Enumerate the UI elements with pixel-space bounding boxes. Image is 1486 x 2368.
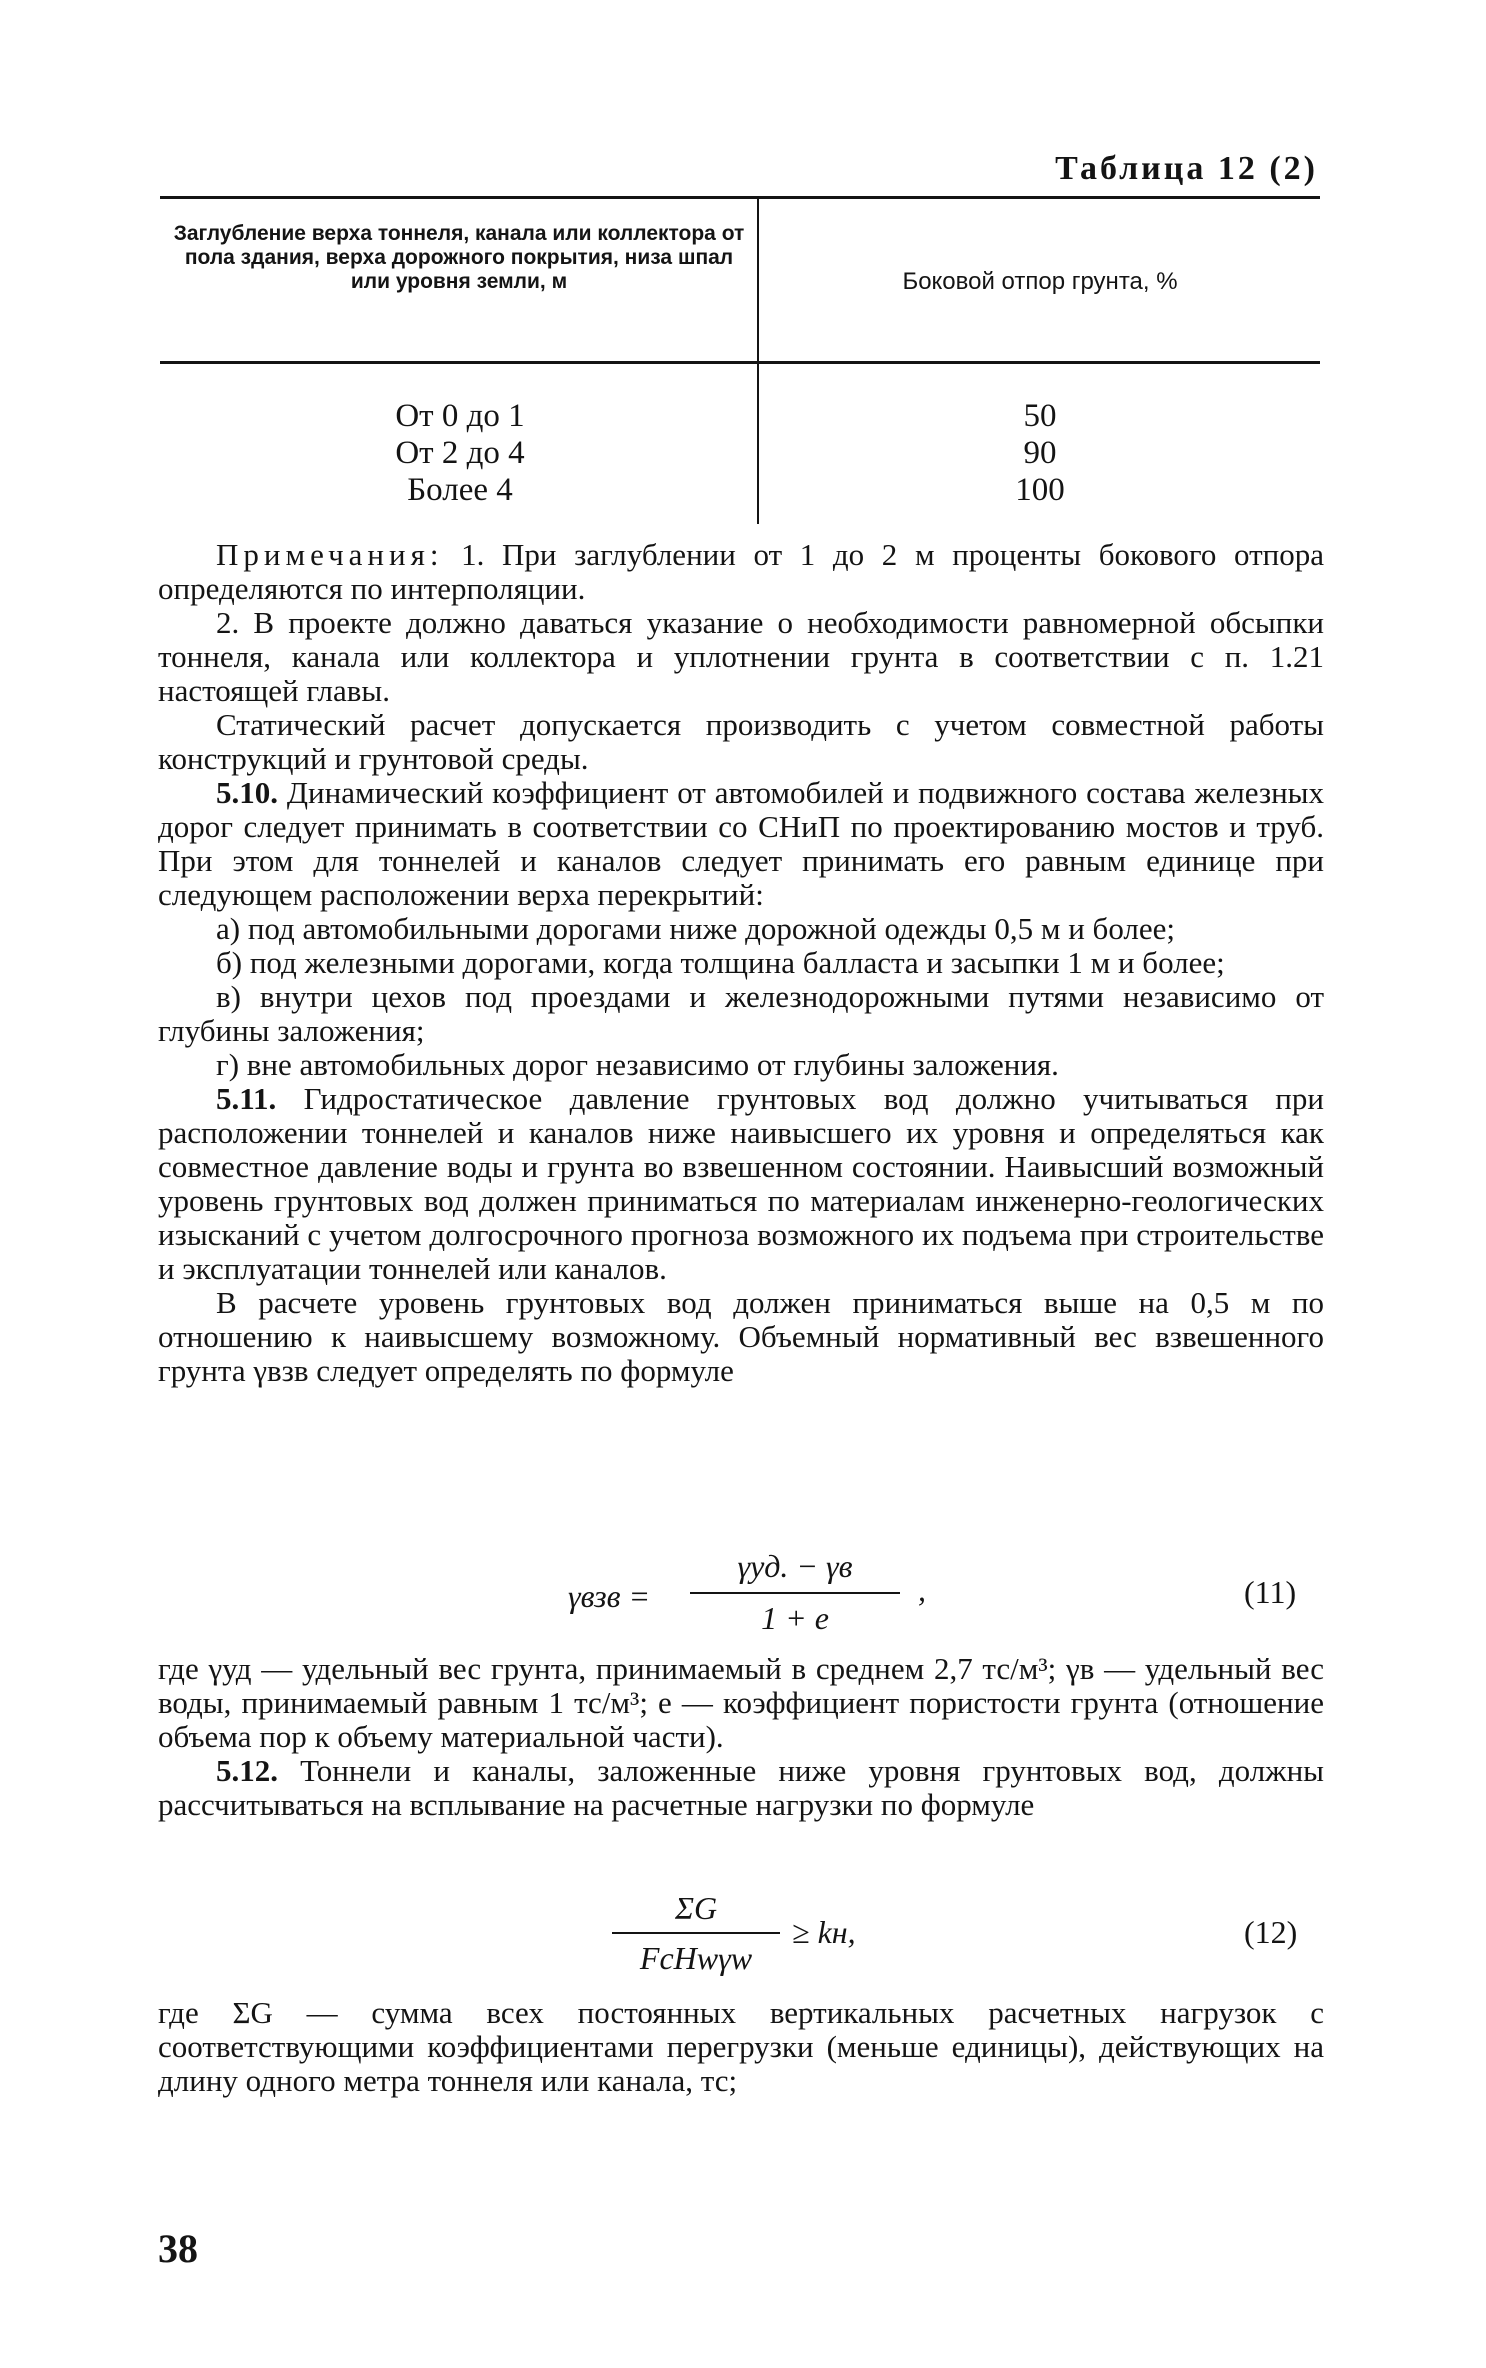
table-cell-value: 50	[1023, 398, 1057, 434]
table-cell-value: 100	[1015, 472, 1065, 508]
section-number: 5.11.	[216, 1081, 277, 1116]
list-item-a: а) под автомобильными дорогами ниже дорожной одежды 0,5 м и более;	[216, 911, 1176, 946]
table-depth-column	[300, 398, 620, 509]
list-item-d: г) вне автомобильных дорог независимо от глубины заложения.	[216, 1047, 1059, 1082]
table-cell-value: 90	[1023, 435, 1057, 471]
formula-11-fraction-line	[690, 1592, 900, 1594]
section-number: 5.10.	[216, 775, 278, 810]
table-value-column	[940, 398, 1140, 509]
page-number: 38	[158, 2226, 198, 2271]
notes-label: Примечания:	[216, 537, 444, 572]
table-title: Таблица 12 (2)	[1055, 150, 1318, 187]
formula-11-denominator: 1 + e	[761, 1600, 829, 1636]
table-header-rule	[160, 361, 1320, 364]
formula-11-lhs: γвзв =	[568, 1578, 651, 1614]
section-5-11: 5.11. Гидростатическое давление грунтовых вод должно учитываться при расположении тоннелей и каналов ниже наивысшего их уровня и определяться как совместное давление воды и грунта во взвешенном состоянии. Наивысший возможный уровень грунтовых вод должен приниматься по материалам инженерно-геологических изысканий с учетом долгосрочного прогноза возможного их подъема при строительстве и эксплуатации тоннелей или каналов.	[158, 1081, 1324, 1286]
body-text-middle	[158, 1652, 1324, 1822]
static-calc-paragraph: Статический расчет допускается производить с учетом совместной работы конструкций и грунтовой среды.	[158, 707, 1324, 776]
table-header-divider	[757, 199, 759, 361]
body-text-lower	[158, 1996, 1324, 2098]
table-top-rule	[160, 196, 1320, 199]
formula-11-comma: ,	[918, 1572, 926, 1608]
formula-12-rhs: ≥ kн,	[792, 1914, 856, 1950]
section-number: 5.12.	[216, 1753, 278, 1788]
formula-12-denominator: FcHwγw	[639, 1940, 753, 1976]
table-header-depth: Заглубление верха тоннеля, канала или коллектора от пола здания, верха дорожного покрытия, низа шпал или уровня земли, м	[173, 222, 745, 293]
formula-11-number: (11)	[1244, 1574, 1297, 1610]
formula-12-numerator: ΣG	[674, 1890, 718, 1926]
formula-12-number: (12)	[1244, 1914, 1298, 1950]
table-cell-depth: От 0 до 1	[395, 398, 525, 434]
table-cell-depth: От 2 до 4	[395, 435, 525, 471]
section-5-10: 5.10. Динамический коэффициент от автомобилей и подвижного состава железных дорог следует принимать в соответствии со СНиП по проектированию мостов и труб. При этом для тоннелей и каналов следует принимать его равным единице при следующем расположении верха перекрытий:	[158, 775, 1324, 912]
formula-11-explanation: где γуд — удельный вес грунта, принимаемый в среднем 2,7 тс/м³; γв — удельный вес воды, принимаемый равным 1 тс/м³; e — коэффициент пористости грунта (отношение объема пор к объему материальной части).	[158, 1651, 1324, 1754]
list-item-b: б) под железными дорогами, когда толщина балласта и засыпки 1 м и более;	[216, 945, 1225, 980]
section-5-12: 5.12. Тоннели и каналы, заложенные ниже уровня грунтовых вод, должны рассчитываться на всплывание на расчетные нагрузки по формуле	[158, 1753, 1324, 1822]
list-item-c: в) внутри цехов под проездами и железнодорожными путями независимо от глубины заложения;	[158, 979, 1324, 1048]
table-body-divider	[757, 364, 759, 524]
formula-11-numerator: γуд. − γв	[737, 1548, 853, 1584]
note-1: Примечания: 1. При заглублении от 1 до 2 м проценты бокового отпора определяются по интерполяции.	[158, 537, 1324, 606]
table-header-lateral-resistance: Боковой отпор грунта, %	[902, 268, 1178, 295]
formula-12-fraction-line	[612, 1932, 780, 1934]
table-cell-depth: Более 4	[407, 472, 513, 508]
body-text-upper	[158, 538, 1324, 1388]
section-5-11-calc: В расчете уровень грунтовых вод должен приниматься выше на 0,5 м по отношению к наивысшему возможному. Объемный нормативный вес взвешенного грунта γвзв следует определять по формуле	[158, 1285, 1324, 1388]
formula-12-explanation: где ΣG — сумма всех постоянных вертикальных расчетных нагрузок с соответствующими коэффициентами перегрузки (меньше единицы), действующих на длину одного метра тоннеля или канала, тс;	[158, 1995, 1324, 2098]
note-2: 2. В проекте должно даваться указание о необходимости равномерной обсыпки тоннеля, канала или коллектора и уплотнении грунта в соответствии с п. 1.21 настоящей главы.	[158, 605, 1324, 708]
